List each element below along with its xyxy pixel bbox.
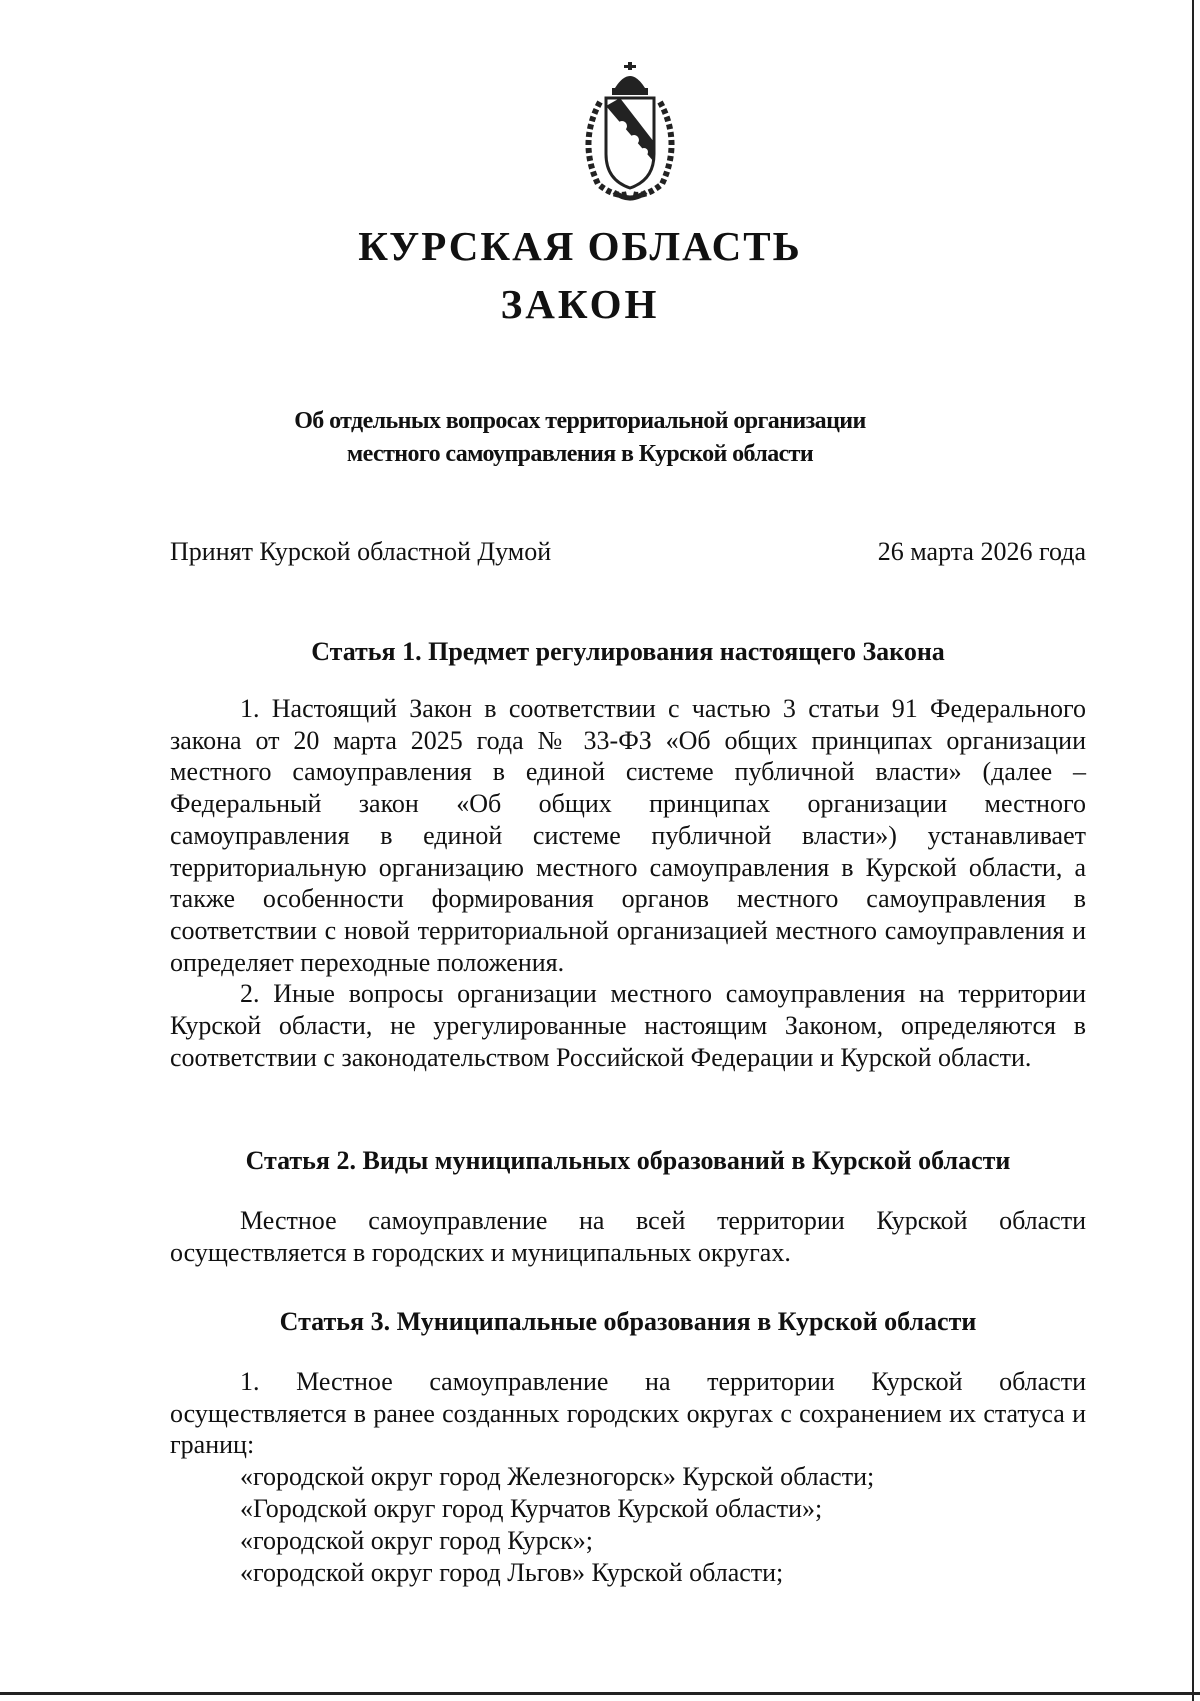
adopted-by: Принят Курской областной Думой <box>170 537 552 566</box>
document-type-heading: ЗАКОН <box>500 281 660 327</box>
list-item: «городской округ город Железногорск» Курской области; <box>240 1462 875 1491</box>
law-title-line: Об отдельных вопросах территориальной организации <box>294 408 866 434</box>
list-item: «городской округ город Курск»; <box>240 1526 593 1555</box>
adoption-line <box>170 537 1086 567</box>
article-paragraph: 1. Местное самоуправление на территории Курской области осуществляется в ранее созданных городских округах с сохранением их статуса и границ: <box>170 1367 1086 1460</box>
article-title: Статья 1. Предмет регулирования настоящего Закона <box>311 637 945 666</box>
article-title: Статья 3. Муниципальные образования в Курской области <box>279 1307 977 1336</box>
article-paragraph: 2. Иные вопросы организации местного самоуправления на территории Курской области, не урегулированные настоящим Законом, определяются в соответствии с законодательством Российской Федерации и Курской области. <box>170 979 1086 1072</box>
article-body <box>170 693 1086 1073</box>
kursk-coat-of-arms-icon <box>570 62 690 204</box>
page-edge <box>1192 0 1194 1701</box>
law-title <box>170 405 990 471</box>
law-title-line: местного самоуправления в Курской области <box>346 441 814 467</box>
article-title: Статья 2. Виды муниципальных образований в Курской области <box>245 1146 1011 1175</box>
list-item: «Городской округ город Курчатов Курской области»; <box>240 1494 823 1523</box>
region-heading: КУРСКАЯ ОБЛАСТЬ <box>358 223 802 269</box>
article-paragraph: Местное самоуправление на всей территории Курской области осуществляется в городских и муниципальных округах. <box>170 1206 1086 1267</box>
page-edge <box>0 1692 1200 1695</box>
adoption-date: 26 марта 2026 года <box>877 537 1086 566</box>
list-item: «городской округ город Льгов» Курской области; <box>240 1558 784 1587</box>
article-body <box>170 1366 1086 1461</box>
article-paragraph: 1. Настоящий Закон в соответствии с частью 3 статьи 91 Федерального закона от 20 марта 2025 года № 33-ФЗ «Об общих принципах организации местного самоуправления в единой системе публичной власти» (далее – Федеральный закон «Об общих принципах организации местного самоуправления в единой системе публичной власти») устанавливает территориальную организацию местного самоуправления в Курской области, а также особенности формирования органов местного самоуправления в соответствии с новой территориальной организацией местного самоуправления и определяет переходные положения. <box>170 694 1086 977</box>
article-body <box>170 1205 1086 1268</box>
